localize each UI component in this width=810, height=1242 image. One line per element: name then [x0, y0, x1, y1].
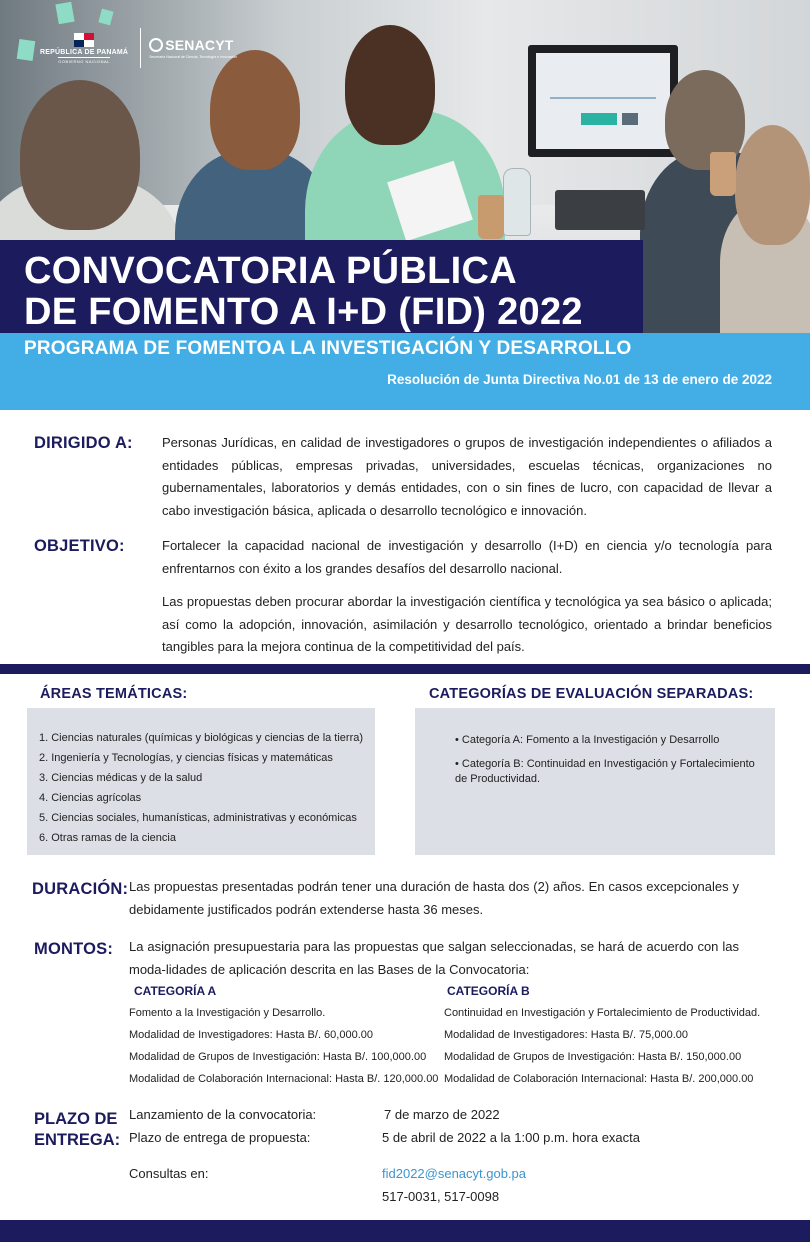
categoria-b-line: Modalidad de Grupos de Investigación: Hasta B/. 150,000.00	[444, 1051, 742, 1063]
panama-logo-line2: GOBIERNO NACIONAL	[58, 58, 110, 64]
panama-logo-line1: REPÚBLICA DE PANAMÁ	[40, 48, 129, 56]
coffee-cup	[478, 195, 504, 239]
senacyt-logo	[149, 37, 237, 59]
montos-text: La asignación presupuestaria para las propuestas que salgan seleccionadas, se hará de acuerdo con las moda-lidades de aplicación descrita en las Bases de la Convocatoria:	[129, 939, 739, 977]
plazo-label-line1: PLAZO DE	[34, 1110, 118, 1128]
monitor-screen	[536, 53, 670, 149]
computer-monitor	[528, 45, 678, 157]
deadline-value: 5 de abril de 2022 a la 1:00 p.m. hora exacta	[382, 1130, 641, 1145]
senacyt-subtitle: Secretaría Nacional de Ciencia, Tecnología e Innovación	[149, 55, 238, 59]
montos-label: MONTOS:	[34, 940, 114, 958]
title-box	[0, 240, 643, 335]
panama-flag-icon	[74, 33, 94, 47]
person-head	[345, 25, 435, 145]
objetivo-text-1: Fortalecer la capacidad nacional de investigación y desarrollo (I+D) en ciencia y/o tecnología para enfrentarnos con éxito a los grandes desafíos del desarrollo nacional.	[162, 538, 772, 576]
areas-heading: ÁREAS TEMÁTICAS:	[40, 686, 188, 702]
person-head	[210, 50, 300, 170]
dirigido-label: DIRIGIDO A:	[34, 434, 133, 452]
person-head	[20, 80, 140, 230]
categorias-heading: CATEGORÍAS DE EVALUACIÓN SEPARADAS:	[429, 686, 754, 702]
categoria-a-line: Modalidad de Grupos de Investigación: Hasta B/. 100,000.00	[129, 1051, 427, 1063]
screen-chart-bar	[622, 113, 638, 125]
categoria-a-line: Modalidad de Colaboración Internacional: Hasta B/. 120,000.00	[129, 1073, 439, 1085]
panama-logo	[40, 33, 140, 64]
list-item: 6. Otras ramas de la ciencia	[39, 832, 176, 844]
objetivo-text-2: Las propuestas deben procurar abordar la investigación científica y tecnológica ya sea básico o aplicada; así como la adopción, innovación, asimilación y desarrollo tecnológico, orientado a brindar beneficios tangibles para la mejora continua de la competitividad del país.	[162, 594, 772, 654]
footer-bar	[0, 1220, 810, 1242]
phone-numbers: 517-0031, 517-0098	[382, 1189, 500, 1204]
list-item: • Categoría B: Continuidad en Investigación y Fortalecimiento de Productividad.	[455, 758, 755, 785]
categoria-a-heading: CATEGORÍA A	[134, 984, 217, 998]
screen-chart-bar	[581, 113, 617, 125]
coffee-cup	[710, 152, 736, 196]
sticky-note	[55, 2, 74, 24]
dirigido-text: Personas Jurídicas, en calidad de investigadores o grupos de investigación independientes o afiliados a entidades públicas, empresas privadas, universidades, escuelas técnicas, organizaciones no gubernamentales, laboratorios y demás entidades, con o sin fines de lucro, con capacidad de llevar a cabo investigación básica, aplicada o desarrollo tecnológico e innovación.	[162, 435, 772, 518]
launch-value: 7 de marzo de 2022	[384, 1107, 500, 1122]
resolution-text: Resolución de Junta Directiva No.01 de 13 de enero de 2022	[387, 372, 772, 387]
categoria-a-line: Fomento a la Investigación y Desarrollo.	[129, 1007, 326, 1019]
list-item: 3. Ciencias médicas y de la salud	[39, 772, 203, 784]
section-divider	[0, 664, 810, 674]
deadline-label: Plazo de entrega de propuesta:	[129, 1130, 311, 1145]
list-item: • Categoría A: Fomento a la Investigación y Desarrollo	[455, 734, 720, 746]
email-link[interactable]: fid2022@senacyt.gob.pa	[382, 1166, 527, 1181]
consult-label: Consultas en:	[129, 1166, 209, 1181]
categoria-b-line: Continuidad en Investigación y Fortalecimiento de Productividad.	[444, 1007, 761, 1019]
duracion-text: Las propuestas presentadas podrán tener una duración de hasta dos (2) años. En casos excepcionales y debidamente justificados podrán extenderse hasta 36 meses.	[129, 879, 739, 917]
screen-chart-line	[550, 75, 656, 99]
launch-label: Lanzamiento de la convocatoria:	[129, 1107, 317, 1122]
list-item: 1. Ciencias naturales (químicas y biológicas y ciencias de la tierra)	[39, 732, 364, 744]
duracion-label: DURACIÓN:	[32, 880, 129, 898]
sticky-note	[17, 39, 36, 61]
laptop	[555, 190, 645, 230]
logos	[40, 28, 237, 68]
plazo-label	[34, 1109, 120, 1151]
categoria-b-line: Modalidad de Colaboración Internacional: Hasta B/. 200,000.00	[444, 1073, 754, 1085]
program-band	[0, 333, 810, 410]
categoria-a-line: Modalidad de Investigadores: Hasta B/. 60,000.00	[129, 1029, 373, 1041]
senacyt-symbol-icon	[149, 38, 163, 52]
logo-divider	[140, 28, 141, 68]
categoria-b-heading: CATEGORÍA B	[447, 984, 530, 998]
categoria-b-line: Modalidad de Investigadores: Hasta B/. 75,000.00	[444, 1029, 688, 1041]
areas-list	[39, 728, 363, 848]
person-head	[735, 125, 810, 245]
program-title: PROGRAMA DE FOMENTOA LA INVESTIGACIÓN Y DESARROLLO	[24, 338, 632, 359]
plazo-label-line2: ENTREGA:	[34, 1131, 121, 1149]
objetivo-label: OBJETIVO:	[34, 537, 125, 555]
list-item: 4. Ciencias agrícolas	[39, 792, 142, 804]
list-item: 2. Ingeniería y Tecnologías, y ciencias físicas y matemáticas	[39, 752, 333, 764]
list-item: 5. Ciencias sociales, humanísticas, administrativas y económicas	[39, 812, 357, 824]
categorias-list	[455, 733, 755, 796]
title-line-1: CONVOCATORIA PÚBLICA	[24, 250, 517, 292]
title-line-2: DE FOMENTO A I+D (FID) 2022	[24, 291, 583, 333]
senacyt-name: SENACYT	[165, 37, 234, 53]
water-bottle	[503, 168, 531, 236]
